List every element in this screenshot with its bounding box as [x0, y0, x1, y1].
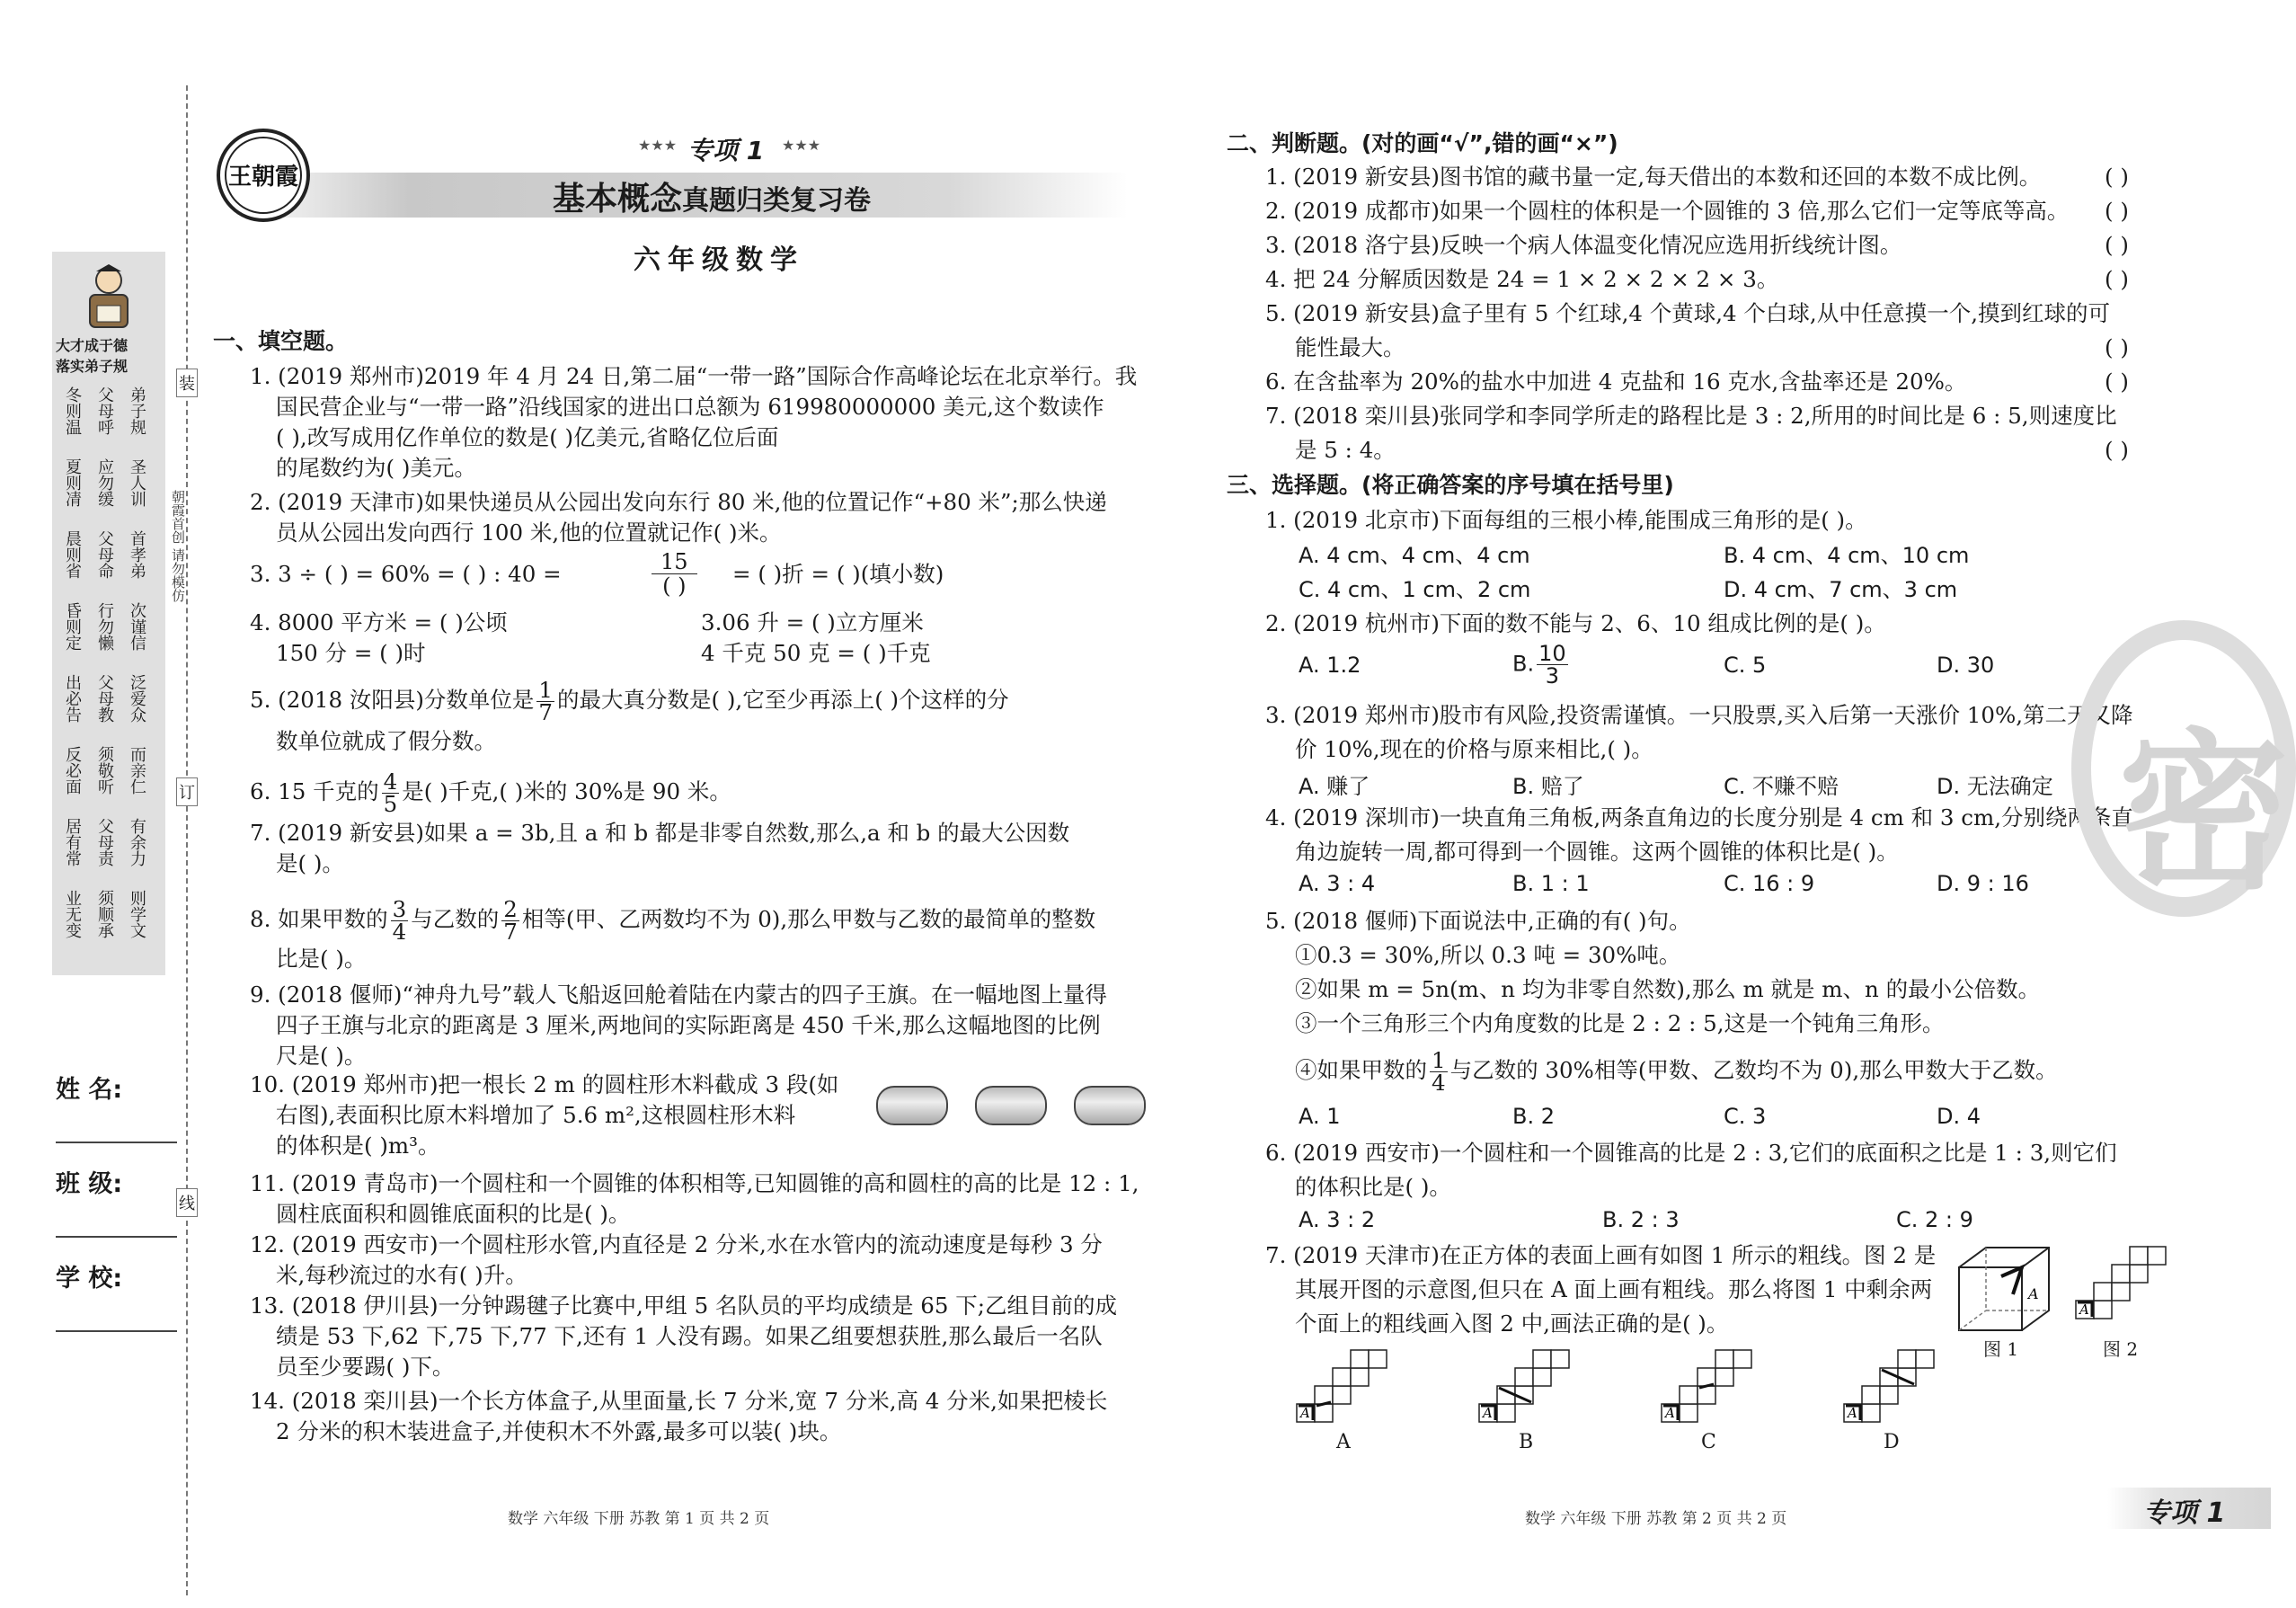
- q4-c: 150 分 = ( )时: [276, 640, 426, 666]
- c5-opt-b[interactable]: B. 2: [1512, 1104, 1555, 1129]
- copyright-note: 朝霞首创 请勿模仿: [170, 490, 186, 602]
- q8-line2: 比是( )。: [276, 946, 367, 972]
- q5-b: 的最大真分数是( ),它至少再添上( )个这样的分: [557, 687, 1009, 713]
- couplet-column: 次谨信: [128, 602, 146, 651]
- c2-opt-c[interactable]: C. 5: [1724, 653, 1767, 678]
- fig1-label: 图 1: [1983, 1338, 2019, 1360]
- net-face: [1369, 1350, 1387, 1368]
- q7-line: 是( )。: [276, 850, 344, 876]
- q13-line: 13. (2018 伊川县)一分钟踢毽子比赛中,甲组 5 名队员的平均成绩是 65 下;乙组目前的成: [250, 1293, 1117, 1319]
- scholar-icon: [79, 261, 138, 333]
- net-face: [2148, 1247, 2166, 1265]
- q14-line: 2 分米的积木装进盒子,并使积木不外露,最多可以装( )块。: [276, 1418, 842, 1444]
- c6-line1: 6. (2019 西安市)一个圆柱和一个圆锥高的比是 2 : 3,它们的底面积之比是 1 : 3,则它们: [1265, 1140, 2117, 1166]
- net-face: [1880, 1386, 1898, 1404]
- fraction-1-7: [536, 677, 554, 725]
- q8-a: 8. 如果甲数的: [250, 906, 388, 932]
- c6-opt-c[interactable]: C. 2 : 9: [1896, 1207, 1973, 1232]
- net-face: [1497, 1404, 1515, 1422]
- c7-line3: 个面上的粗线画入图 2 中,画法正确的是( )。: [1295, 1310, 1729, 1337]
- net-figure: [2071, 1245, 2179, 1321]
- c1-opt-d[interactable]: D. 4 cm、7 cm、3 cm: [1724, 577, 1958, 602]
- q13-line: 员至少要踢( )下。: [276, 1354, 455, 1380]
- school-field[interactable]: [56, 1330, 177, 1332]
- title-rest: 真题归类复习卷: [682, 185, 872, 217]
- fig2-label: 图 2: [2103, 1338, 2139, 1360]
- c5-item-1: ①0.3 = 30%,所以 0.3 吨 = 30%吨。: [1295, 942, 1681, 968]
- q1-line: 的尾数约为( )美元。: [276, 455, 476, 481]
- answer-parentheses[interactable]: ( ): [2105, 232, 2129, 258]
- q4-b: 3.06 升 = ( )立方厘米: [701, 609, 924, 635]
- c5-opt-a[interactable]: A. 1: [1299, 1104, 1341, 1129]
- c3-opt-d[interactable]: D. 无法确定: [1937, 774, 2053, 799]
- c2-opt-b[interactable]: [1512, 643, 1571, 687]
- cut-mark-1: 装: [176, 369, 198, 397]
- couplet-column: 弟子规: [128, 386, 146, 435]
- q6-b: 是( )千克,( )米的 30%是 90 米。: [402, 778, 731, 804]
- cube-face-label: A: [2028, 1285, 2039, 1302]
- frac-num: 3: [392, 896, 407, 922]
- judgement-item: 7. (2018 栾川县)张同学和李同学所走的路程比是 3 : 2,所用的时间比是 6 : 5,则速度比: [1265, 403, 2117, 429]
- badge-stars-left: ★★★: [638, 137, 678, 154]
- couplet-column: 父母教: [95, 674, 114, 723]
- net-face: [1680, 1386, 1698, 1404]
- cut-mark-3: 线: [176, 1188, 198, 1217]
- confidential-stamp: [2071, 620, 2296, 917]
- net-face: [1733, 1350, 1751, 1368]
- q5-line2: 数单位就成了假分数。: [276, 728, 496, 754]
- motto-line-1: 大才成于德: [56, 337, 129, 354]
- couplet-column: 应勿缓: [95, 458, 114, 507]
- answer-parentheses[interactable]: ( ): [2105, 266, 2129, 292]
- logo-text: 王朝霞: [227, 164, 299, 191]
- frac-num: 10: [1538, 641, 1566, 666]
- page-footer-right: 数学 六年级 下册 苏教 第 2 页 共 2 页: [1525, 1510, 1787, 1528]
- title-bold: 基本概念: [553, 181, 683, 218]
- fraction-4-5: [382, 768, 400, 817]
- couplet-column: 行勿懒: [95, 602, 114, 651]
- c3-opt-a[interactable]: A. 赚了: [1299, 774, 1370, 799]
- c4-line2: 角边旋转一周,都可得到一个圆锥。这两个圆锥的体积比是( )。: [1295, 839, 1899, 865]
- q11-line: 11. (2019 青岛市)一个圆柱和一个圆锥的体积相等,已知圆锥的高和圆柱的高的比是 12 : 1,: [250, 1170, 1139, 1196]
- couplet-column: 圣人训: [128, 458, 146, 507]
- frac-num: 1: [1432, 1047, 1446, 1073]
- couplet-column: 业无变: [63, 890, 82, 938]
- q3-num: 15: [652, 550, 697, 574]
- net-face: [1862, 1386, 1880, 1404]
- net-face: [2112, 1265, 2130, 1283]
- fraction-1-4: [1430, 1047, 1448, 1096]
- c7-opt-d-label[interactable]: D: [1884, 1431, 1900, 1453]
- net-face: [1551, 1350, 1569, 1368]
- net-face: [1351, 1350, 1369, 1368]
- q8-c: 相等(甲、乙两数均不为 0),那么甲数与乙数的最简单的整数: [521, 906, 1096, 932]
- c7-opt-b-label[interactable]: B: [1519, 1431, 1534, 1453]
- motto-line-2: 落实弟子规: [56, 358, 129, 375]
- fraction-10-3: [1537, 643, 1568, 687]
- q10-line: 的体积是( )m³。: [276, 1133, 440, 1159]
- q8-b: 与乙数的: [411, 906, 500, 932]
- option-net-c[interactable]: [1659, 1348, 1771, 1425]
- judgement-item: 6. 在含盐率为 20%的盐水中加进 4 克盐和 16 克水,含盐率还是 20%。: [1265, 369, 1967, 395]
- q10-line: 10. (2019 郑州市)把一根长 2 m 的圆柱形木料截成 3 段(如: [250, 1071, 839, 1097]
- c2-text: 2. (2019 杭州市)下面的数不能与 2、6、10 组成比例的是( )。: [1265, 610, 1886, 636]
- c2-opt-b-label: B.: [1512, 651, 1535, 677]
- couplet-column: 晨则省: [63, 530, 82, 579]
- q14-line: 14. (2018 栾川县)一个长方体盒子,从里面量,长 7 分米,宽 7 分米,高 4 分米,如果把棱长: [250, 1388, 1108, 1414]
- section-true-false: 二、判断题。(对的画“√”,错的画“×”): [1227, 130, 1618, 156]
- net-face: [1515, 1368, 1533, 1386]
- couplet-column: 昏则定: [63, 602, 82, 651]
- c7-line1: 7. (2019 天津市)在正方体的表面上画有如图 1 所示的粗线。图 2 是: [1265, 1242, 1937, 1268]
- net-face-label: A: [1300, 1405, 1310, 1421]
- c2-opt-d[interactable]: D. 30: [1937, 653, 1995, 678]
- q2-line: 2. (2019 天津市)如果快递员从公园出发向东行 80 米,他的位置记作“+80 米”;那么快递: [250, 489, 1107, 515]
- q7-line: 7. (2019 新安县)如果 a = 3b,且 a 和 b 都是非零自然数,那么,a 和 b 的最大公因数: [250, 820, 1070, 846]
- c3-opt-c[interactable]: C. 不赚不赔: [1724, 774, 1839, 799]
- option-net-a[interactable]: [1294, 1348, 1406, 1425]
- q9-line: 尺是( )。: [276, 1043, 367, 1069]
- q6-a: 6. 15 千克的: [250, 778, 379, 804]
- answer-parentheses[interactable]: ( ): [2105, 369, 2129, 395]
- c5-item-4-b: 与乙数的 30%相等(甲数、乙数均不为 0),那么甲数大于乙数。: [1449, 1057, 2058, 1083]
- c1-opt-b[interactable]: B. 4 cm、4 cm、10 cm: [1724, 543, 1970, 568]
- q4-a: 4. 8000 平方米 = ( )公顷: [250, 609, 508, 635]
- frac-den: 4: [1432, 1070, 1446, 1096]
- q5-line1: [250, 677, 1009, 725]
- answer-parentheses[interactable]: ( ): [2105, 437, 2129, 463]
- couplet-column: 首孝弟: [128, 530, 146, 579]
- net-face: [1715, 1368, 1733, 1386]
- c5-text: 5. (2018 偃师)下面说法中,正确的有( )句。: [1265, 908, 1691, 934]
- judgement-item: 5. (2019 新安县)盒子里有 5 个红球,4 个黄球,4 个白球,从中任意摸一个,摸到红球的可: [1265, 300, 2110, 326]
- cut-line: [186, 85, 188, 1595]
- fraction-3-4: [391, 896, 409, 945]
- couplet-column: 须敬听: [95, 746, 114, 795]
- c1-opt-a[interactable]: A. 4 cm、4 cm、4 cm: [1299, 543, 1530, 568]
- q3-text: 3. 3 ÷ ( ) = 60% = ( ) : 40 =: [250, 561, 562, 587]
- corner-badge: 专项 1: [2143, 1497, 2226, 1529]
- frac-num: 4: [383, 768, 398, 795]
- judgement-item: 2. (2019 成都市)如果一个圆柱的体积是一个圆锥的 3 倍,那么它们一定等底等高。: [1265, 198, 2070, 224]
- c4-opt-d[interactable]: D. 9 : 16: [1937, 871, 2029, 896]
- c5-item-2: ②如果 m = 5n(m、n 均为非零自然数),那么 m 就是 m、n 的最小公倍数。: [1295, 976, 2041, 1002]
- frac-den: 7: [503, 919, 518, 945]
- judgement-item: 1. (2019 新安县)图书馆的藏书量一定,每天借出的本数和还回的本数不成比例。: [1265, 164, 2042, 190]
- cylinder-segment-2: [975, 1086, 1047, 1122]
- c4-opt-c[interactable]: C. 16 : 9: [1724, 871, 1815, 896]
- frac-den: 7: [538, 699, 554, 725]
- c3-opt-b[interactable]: B. 赔了: [1512, 774, 1584, 799]
- option-net-d[interactable]: [1841, 1348, 1954, 1425]
- c7-opt-c-label[interactable]: C: [1701, 1431, 1716, 1453]
- q4-d: 4 千克 50 克 = ( )千克: [701, 640, 931, 666]
- net-face: [1333, 1386, 1351, 1404]
- q1-line: 国民营企业与“一带一路”沿线国家的进出口总额为 619980000000 美元,这个数读作: [276, 394, 1104, 420]
- section-choice: 三、选择题。(将正确答案的序号填在括号里): [1227, 472, 1674, 498]
- answer-parentheses[interactable]: ( ): [2105, 334, 2129, 360]
- cylinder-segment-1: [876, 1086, 948, 1122]
- section-fill-blank: 一、填空题。: [213, 328, 349, 354]
- net-face: [2130, 1265, 2148, 1283]
- name-field-label: 姓 名:: [56, 1076, 123, 1104]
- net-face: [1351, 1368, 1369, 1386]
- q1-line: 1. (2019 郑州市)2019 年 4 月 24 日,第二届“一带一路”国际合作高峰论坛在北京举行。我: [250, 363, 1138, 389]
- net-face-label: A: [2079, 1302, 2089, 1318]
- c5-opt-c[interactable]: C. 3: [1724, 1104, 1767, 1129]
- c4-opt-a[interactable]: A. 3 : 4: [1299, 871, 1376, 896]
- class-field-label: 班 级:: [56, 1170, 123, 1198]
- c5-opt-d[interactable]: D. 4: [1937, 1104, 1981, 1129]
- net-face: [2130, 1247, 2148, 1265]
- couplet-column: 居有常: [63, 818, 82, 866]
- c4-opt-b[interactable]: B. 1 : 1: [1512, 871, 1590, 896]
- q3-text-2: = ( )折 = ( )(填小数): [732, 561, 944, 587]
- page-subtitle: 六年级数学: [634, 244, 804, 276]
- net-face: [1715, 1350, 1733, 1368]
- c1-opt-c[interactable]: C. 4 cm、1 cm、2 cm: [1299, 577, 1531, 602]
- q2-line: 员从公园出发向西行 100 米,他的位置就记作( )米。: [276, 520, 782, 546]
- class-field[interactable]: [56, 1236, 177, 1238]
- couplet-column: 有余力: [128, 818, 146, 866]
- c1-text: 1. (2019 北京市)下面每组的三根小棒,能围成三角形的是( )。: [1265, 507, 1867, 533]
- q9-line: 9. (2018 偃师)“神舟九号”载人飞船返回舱着陆在内蒙古的四子王旗。在一幅地图上量得: [250, 982, 1107, 1008]
- c6-opt-a[interactable]: A. 3 : 2: [1299, 1207, 1376, 1232]
- frac-den: 5: [383, 791, 398, 817]
- net-face: [1533, 1368, 1551, 1386]
- net-face-label: A: [1665, 1405, 1675, 1421]
- c3-line2: 价 10%,现在的价格与原来相比,( )。: [1295, 736, 1653, 762]
- frac-den: 3: [1545, 663, 1559, 689]
- stamp-glyph: 密: [2118, 714, 2290, 912]
- c7-opt-a-label[interactable]: A: [1336, 1431, 1351, 1453]
- q5-a: 5. (2018 汝阳县)分数单位是: [250, 687, 535, 713]
- cylinder-segment-3: [1074, 1086, 1146, 1122]
- q1-line: ( ),改写成用亿作单位的数是( )亿美元,省略亿位后面: [276, 424, 779, 450]
- page-title: [553, 173, 871, 219]
- couplet-column: 父母责: [95, 818, 114, 866]
- motto-panel: [52, 252, 165, 975]
- couplet-column: 父母呼: [95, 386, 114, 435]
- q6-line: [250, 768, 731, 817]
- q11-line: 圆柱底面积和圆锥底面积的比是( )。: [276, 1201, 631, 1227]
- couplet-column: 夏则凊: [63, 458, 82, 507]
- page-footer-left: 数学 六年级 下册 苏教 第 1 页 共 2 页: [508, 1510, 770, 1528]
- net-face: [2094, 1301, 2112, 1319]
- q9-line: 四子王旗与北京的距离是 3 厘米,两地间的实际距离是 450 千米,那么这幅地图的比例: [276, 1012, 1101, 1038]
- judgement-item: 3. (2018 洛宁县)反映一个病人体温变化情况应选用折线统计图。: [1265, 232, 1902, 258]
- judgement-item: 能性最大。: [1295, 334, 1405, 360]
- net-face: [1916, 1350, 1934, 1368]
- c7-line2: 其展开图的示意图,但只在 A 面上画有粗线。那么将图 1 中剩余两: [1295, 1276, 1933, 1302]
- cylinder-body: [1074, 1086, 1146, 1125]
- option-net-b[interactable]: [1476, 1348, 1589, 1425]
- school-field-label: 学 校:: [56, 1265, 123, 1293]
- cylinder-body: [975, 1086, 1047, 1125]
- cylinder-body: [876, 1086, 948, 1125]
- frac-num: 2: [503, 896, 518, 922]
- fraction-2-7: [501, 896, 519, 945]
- q3-fraction: [652, 550, 697, 598]
- answer-parentheses[interactable]: ( ): [2105, 198, 2129, 224]
- net-face: [1533, 1350, 1551, 1368]
- couplet-column: 泛爱众: [128, 674, 146, 723]
- couplet-column: 冬则温: [63, 386, 82, 435]
- couplet-column: 须顺承: [95, 890, 114, 938]
- couplet-column: 而亲仁: [128, 746, 146, 795]
- net-face-label: A: [1848, 1405, 1857, 1421]
- c5-item-4-a: ④如果甲数的: [1295, 1057, 1427, 1083]
- net-face: [1680, 1404, 1698, 1422]
- judgement-item: 是 5 : 4。: [1295, 437, 1396, 463]
- c5-item-4: [1295, 1047, 2058, 1096]
- q12-line: 米,每秒流过的水有( )升。: [276, 1262, 527, 1288]
- couplet-column: 出必告: [63, 674, 82, 723]
- frac-num: 1: [538, 677, 554, 703]
- series-badge: 专项 1: [687, 136, 765, 165]
- c3-line1: 3. (2019 郑州市)股市有风险,投资需谨慎。一只股票,买入后第一天涨价 10%,第二天又降: [1265, 702, 2133, 728]
- q3-den: ( ): [662, 573, 687, 599]
- c5-item-3: ③一个三角形三个内角度数的比是 2 : 2 : 5,这是一个钝角三角形。: [1295, 1010, 1945, 1036]
- net-face: [1862, 1404, 1880, 1422]
- net-face: [2112, 1283, 2130, 1301]
- answer-parentheses[interactable]: ( ): [2105, 164, 2129, 190]
- net-face-label: A: [1483, 1405, 1493, 1421]
- badge-stars-right: ★★★: [782, 137, 821, 154]
- c2-opt-a[interactable]: A. 1.2: [1299, 653, 1361, 678]
- couplet-column: 则学文: [128, 890, 146, 938]
- net-face: [1898, 1350, 1916, 1368]
- c6-line2: 的体积比是( )。: [1295, 1174, 1451, 1200]
- c6-opt-b[interactable]: B. 2 : 3: [1602, 1207, 1680, 1232]
- net-face: [1333, 1368, 1351, 1386]
- cube-figure: [1955, 1245, 2053, 1335]
- q10-line: 右图),表面积比原木料增加了 5.6 m²,这根圆柱形木料: [276, 1102, 796, 1128]
- q13-line: 绩是 53 下,62 下,75 下,77 下,还有 1 人没有踢。如果乙组要想获胜,那么最后一名队: [276, 1323, 1103, 1349]
- q8-line1: [250, 896, 1096, 945]
- couplet-column: 父母命: [95, 530, 114, 579]
- frac-den: 4: [392, 919, 407, 945]
- brand-logo: [214, 126, 313, 225]
- cut-mark-2: 订: [176, 777, 198, 806]
- q12-line: 12. (2019 西安市)一个圆柱形水管,内直径是 2 分米,水在水管内的流动速度是每秒 3 分: [250, 1231, 1103, 1257]
- c4-line1: 4. (2019 深圳市)一块直角三角板,两条直角边的长度分别是 4 cm 和 3 cm,分别绕两条直: [1265, 804, 2134, 831]
- name-field[interactable]: [56, 1142, 177, 1143]
- net-face: [2094, 1283, 2112, 1301]
- couplet-column: 反必面: [63, 746, 82, 795]
- judgement-item: 4. 把 24 分解质因数是 24 = 1 × 2 × 2 × 2 × 3。: [1265, 266, 1779, 292]
